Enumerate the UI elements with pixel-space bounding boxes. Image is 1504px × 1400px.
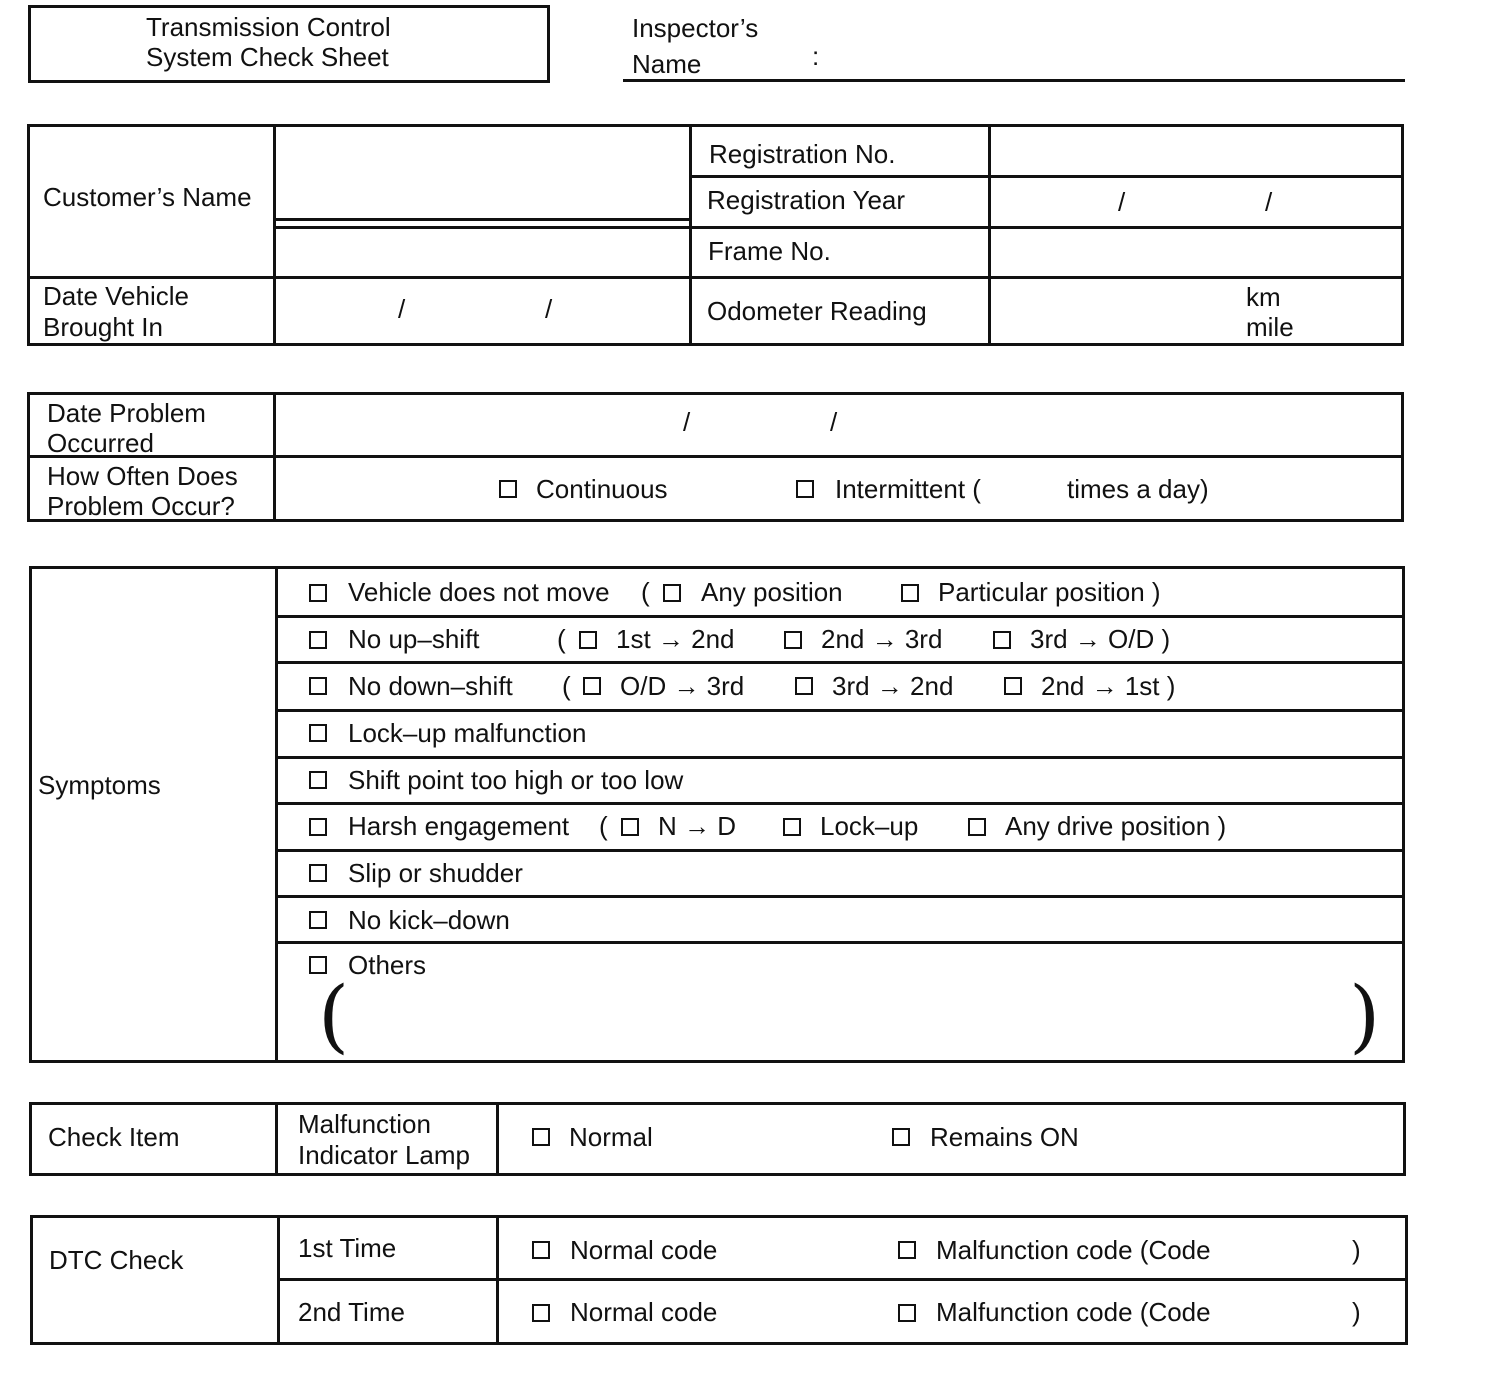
customer-name-line-2 — [273, 226, 689, 229]
symptoms-row-divider — [275, 895, 1405, 898]
dtc-2nd-normal-checkbox[interactable] — [532, 1304, 550, 1322]
date-problem-slash-2: / — [830, 407, 838, 437]
registration-no-label: Registration No. — [709, 139, 896, 169]
symptom-kickdown-checkbox[interactable] — [309, 911, 327, 929]
vehicle-row-divider-a — [689, 175, 1404, 178]
symptom-no-downshift-open-paren: ( — [562, 671, 571, 701]
registration-no-field[interactable] — [995, 130, 1398, 172]
continuous-label: Continuous — [536, 474, 668, 504]
symptom-lockup-label: Lock–up malfunction — [348, 718, 587, 748]
inspector-name-line[interactable] — [623, 79, 1405, 82]
intermittent-checkbox[interactable] — [796, 480, 814, 498]
symptom-no-upshift-open-paren: ( — [557, 624, 566, 654]
frame-no-label: Frame No. — [708, 236, 831, 266]
dtc-1st-normal-checkbox[interactable] — [532, 1241, 550, 1259]
inspector-label-line-1: Inspector’s — [632, 13, 759, 43]
odometer-km-unit: km — [1246, 282, 1281, 312]
downshift-od-3rd-checkbox[interactable] — [583, 677, 601, 695]
harsh-n-d-checkbox[interactable] — [621, 818, 639, 836]
upshift-1st-2nd-label: 1st → 2nd — [616, 624, 735, 654]
symptom-shift-point-checkbox[interactable] — [309, 771, 327, 789]
symptom-harsh-label: Harsh engagement — [348, 811, 570, 841]
symptoms-col-divider — [275, 566, 278, 1063]
downshift-3rd-2nd-checkbox[interactable] — [795, 677, 813, 695]
title-line-1: Transmission Control — [146, 12, 391, 42]
dtc-1st-malfunction-label: Malfunction code (Code — [936, 1235, 1211, 1265]
downshift-2nd-1st-label: 2nd → 1st ) — [1041, 671, 1176, 701]
frame-no-field[interactable] — [995, 232, 1398, 272]
vehicle-col-divider-1 — [273, 124, 276, 346]
symptom-no-upshift-label: No up–shift — [348, 624, 480, 654]
harsh-n-d-label: N → D — [658, 811, 736, 841]
title-line-2: System Check Sheet — [146, 42, 389, 72]
registration-year-slash-1: / — [1118, 187, 1126, 217]
symptom-no-move-label: Vehicle does not move — [348, 577, 610, 607]
check-item-table — [29, 1102, 1406, 1176]
customer-name-line-1 — [273, 218, 689, 221]
how-often-label-line-2: Problem Occur? — [47, 491, 235, 521]
symptoms-row-divider — [275, 802, 1405, 805]
registration-year-label: Registration Year — [707, 185, 906, 215]
dtc-1st-normal-label: Normal code — [570, 1235, 718, 1265]
dtc-2nd-normal-label: Normal code — [570, 1297, 718, 1327]
inspector-colon: : — [812, 41, 820, 71]
registration-year-slash-2: / — [1265, 187, 1273, 217]
symptoms-row-divider — [275, 661, 1405, 664]
symptom-slip-label: Slip or shudder — [348, 858, 523, 888]
harsh-lockup-checkbox[interactable] — [783, 818, 801, 836]
mil-normal-label: Normal — [569, 1122, 653, 1152]
upshift-2nd-3rd-label: 2nd → 3rd — [821, 624, 943, 654]
customer-name-field[interactable] — [280, 130, 684, 216]
mil-remains-on-checkbox[interactable] — [892, 1128, 910, 1146]
date-problem-label-line-1: Date Problem — [47, 398, 206, 428]
check-item-col-divider-1 — [275, 1102, 278, 1176]
harsh-any-drive-label: Any drive position ) — [1005, 811, 1227, 841]
symptom-harsh-checkbox[interactable] — [309, 818, 327, 836]
mil-normal-checkbox[interactable] — [532, 1128, 550, 1146]
symptom-lockup-checkbox[interactable] — [309, 724, 327, 742]
symptoms-label: Symptoms — [38, 770, 161, 800]
date-problem-label-line-2: Occurred — [47, 428, 154, 458]
symptom-slip-checkbox[interactable] — [309, 864, 327, 882]
particular-position-label: Particular position ) — [938, 577, 1161, 607]
vehicle-row-divider-b — [689, 226, 1404, 229]
continuous-checkbox[interactable] — [499, 480, 517, 498]
dtc-2nd-close-paren: ) — [1352, 1297, 1361, 1327]
symptom-no-upshift-checkbox[interactable] — [309, 631, 327, 649]
intermittent-label: Intermittent ( — [835, 474, 981, 504]
dtc-1st-code-field[interactable] — [1232, 1234, 1347, 1266]
others-details-field[interactable] — [360, 985, 1340, 1055]
mil-label-line-1: Malfunction — [298, 1109, 431, 1139]
harsh-any-drive-checkbox[interactable] — [968, 818, 986, 836]
symptoms-row-divider — [275, 941, 1405, 944]
others-open-paren: ( — [318, 969, 350, 1062]
symptoms-row-divider — [275, 849, 1405, 852]
symptom-harsh-open-paren: ( — [599, 811, 608, 841]
dtc-1st-time-label: 1st Time — [298, 1233, 397, 1263]
dtc-check-label: DTC Check — [49, 1245, 184, 1275]
dtc-1st-malfunction-checkbox[interactable] — [898, 1241, 916, 1259]
upshift-3rd-od-checkbox[interactable] — [993, 631, 1011, 649]
mil-remains-on-label: Remains ON — [930, 1122, 1079, 1152]
harsh-lockup-label: Lock–up — [820, 811, 919, 841]
symptom-no-move-checkbox[interactable] — [309, 584, 327, 602]
upshift-2nd-3rd-checkbox[interactable] — [784, 631, 802, 649]
symptom-no-downshift-label: No down–shift — [348, 671, 513, 701]
symptoms-row-divider — [275, 709, 1405, 712]
upshift-1st-2nd-checkbox[interactable] — [579, 631, 597, 649]
check-item-col-divider-2 — [496, 1102, 499, 1176]
symptom-no-downshift-checkbox[interactable] — [309, 677, 327, 695]
symptom-shift-point-label: Shift point too high or too low — [348, 765, 684, 795]
date-brought-slash-1: / — [398, 294, 406, 324]
times-a-day-label: times a day) — [1067, 474, 1209, 504]
symptoms-row-divider — [275, 756, 1405, 759]
problem-row-divider — [27, 455, 1404, 458]
others-close-paren: ) — [1349, 969, 1381, 1062]
check-item-label: Check Item — [48, 1122, 180, 1152]
downshift-od-3rd-label: O/D → 3rd — [620, 671, 745, 701]
vehicle-col-divider-3 — [988, 124, 991, 346]
particular-position-checkbox[interactable] — [901, 584, 919, 602]
downshift-3rd-2nd-label: 3rd → 2nd — [832, 671, 954, 701]
dtc-row-divider — [277, 1278, 1408, 1281]
dtc-2nd-time-label: 2nd Time — [298, 1297, 405, 1327]
symptom-others-label: Others — [348, 950, 427, 980]
customer-name-label: Customer’s Name — [43, 182, 252, 212]
vehicle-row-divider-main — [27, 276, 1404, 279]
date-brought-label-line-2: Brought In — [43, 312, 163, 342]
date-brought-label-line-1: Date Vehicle — [43, 281, 189, 311]
downshift-2nd-1st-checkbox[interactable] — [1004, 677, 1022, 695]
vehicle-col-divider-2 — [689, 124, 692, 346]
odometer-label: Odometer Reading — [707, 296, 927, 326]
upshift-3rd-od-label: 3rd → O/D ) — [1030, 624, 1171, 654]
dtc-2nd-malfunction-label: Malfunction code (Code — [936, 1297, 1211, 1327]
inspector-label-line-2: Name — [632, 49, 702, 79]
date-brought-slash-2: / — [545, 294, 553, 324]
dtc-2nd-malfunction-checkbox[interactable] — [898, 1304, 916, 1322]
how-often-label-line-1: How Often Does — [47, 461, 238, 491]
any-position-checkbox[interactable] — [663, 584, 681, 602]
any-position-label: Any position — [701, 577, 843, 607]
symptom-kickdown-label: No kick–down — [348, 905, 510, 935]
dtc-1st-close-paren: ) — [1352, 1235, 1361, 1265]
odometer-mile-unit: mile — [1246, 312, 1294, 342]
symptoms-row-divider — [275, 615, 1405, 618]
date-problem-slash-1: / — [683, 407, 691, 437]
mil-label-line-2: Indicator Lamp — [298, 1140, 470, 1170]
symptom-no-move-open-paren: ( — [641, 577, 650, 607]
dtc-2nd-code-field[interactable] — [1232, 1296, 1347, 1328]
